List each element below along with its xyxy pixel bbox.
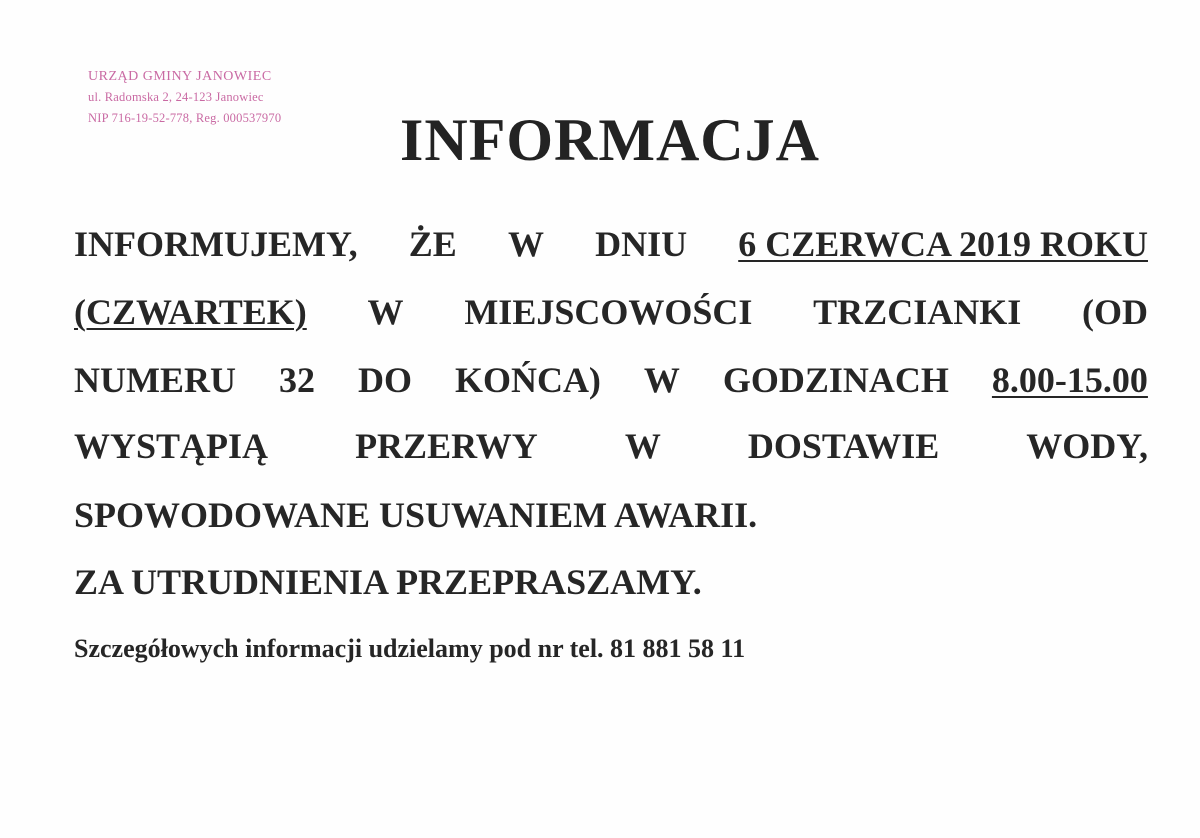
word: DOSTAWIE — [747, 426, 940, 466]
word: DO — [357, 360, 412, 400]
word: TRZCIANKI — [813, 292, 1022, 332]
word: W — [367, 292, 404, 332]
hours-underlined: 8.00-15.00 — [991, 360, 1148, 400]
word: WODY, — [1026, 426, 1148, 466]
apology-line: ZA UTRUDNIENIA PRZEPRASZAMY. — [74, 562, 702, 602]
word: PRZERWY — [355, 426, 538, 466]
word: KOŃCA) — [454, 360, 601, 400]
word: (OD — [1082, 292, 1148, 332]
word: INFORMUJEMY, — [74, 224, 358, 264]
paragraph-line-2 — [74, 290, 1148, 334]
word: 32 — [278, 360, 315, 400]
word: GODZINACH — [722, 360, 949, 400]
word: W — [624, 426, 661, 466]
paragraph-line-3 — [74, 358, 1148, 402]
word: DNIU — [595, 224, 688, 264]
word: MIEJSCOWOŚCI — [464, 292, 753, 332]
stamp-address: ul. Radomska 2, 24-123 Janowiec — [88, 90, 264, 104]
word: WYSTĄPIĄ — [74, 426, 269, 466]
weekday-underlined: (CZWARTEK) — [74, 292, 307, 332]
word: W — [507, 224, 544, 264]
word: NUMERU — [74, 360, 236, 400]
paragraph-line-1 — [74, 222, 1148, 266]
contact-info: Szczegółowych informacji udzielamy pod nr tel. 81 881 58 11 — [74, 634, 746, 663]
stamp-nip: NIP 716-19-52-778, Reg. 000537970 — [88, 111, 282, 125]
paragraph-line-5: SPOWODOWANE USUWANIEM AWARII. — [74, 495, 758, 535]
word: ŻE — [408, 224, 457, 264]
paragraph-line-4 — [74, 424, 1148, 468]
word: W — [643, 360, 680, 400]
page-title: INFORMACJA — [400, 107, 820, 173]
stamp-office-name: URZĄD GMINY JANOWIEC — [88, 69, 272, 84]
date-underlined: 6 CZERWCA 2019 ROKU — [738, 224, 1148, 264]
